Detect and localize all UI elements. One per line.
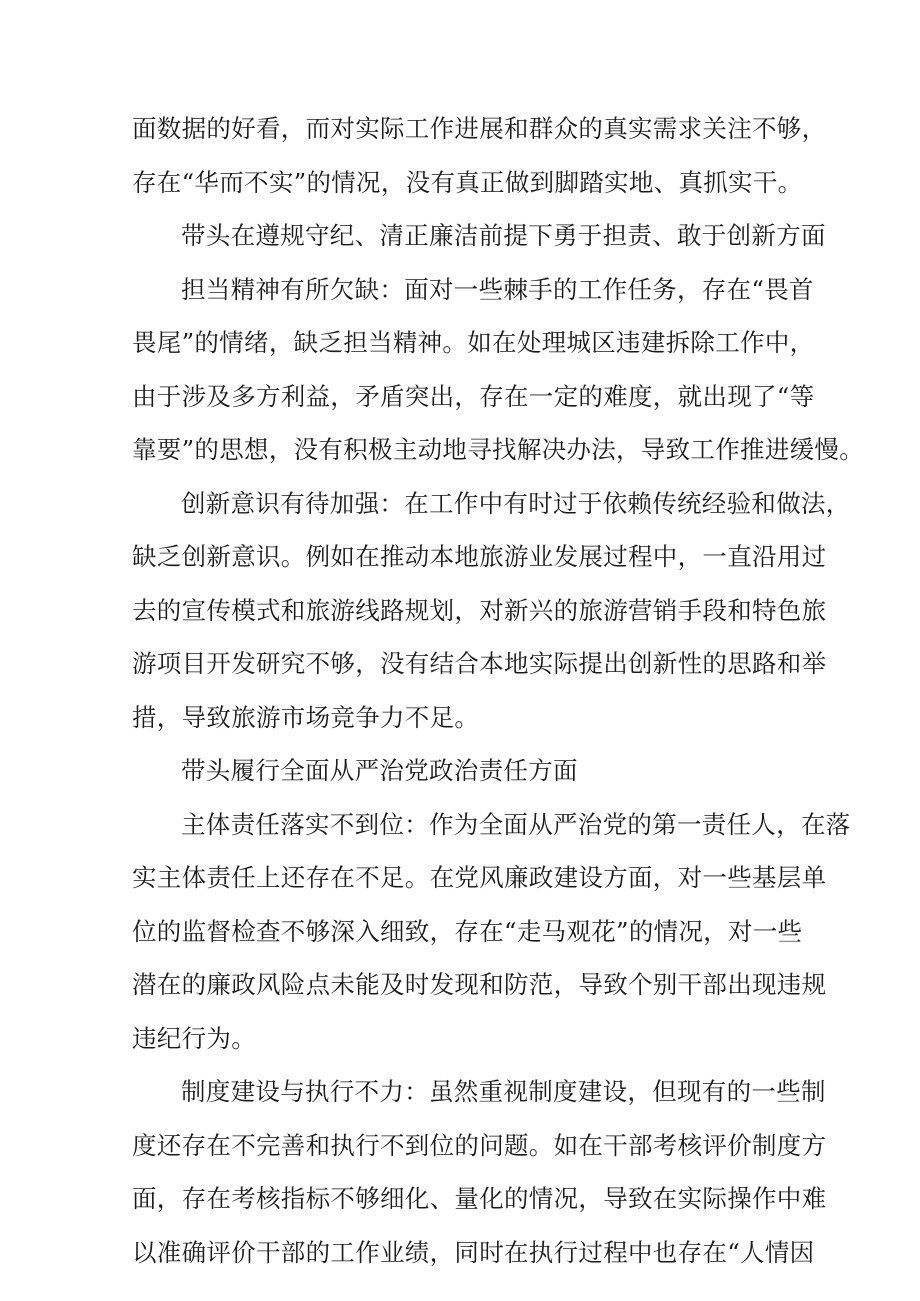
paragraph (132, 477, 851, 745)
text-line: 去的宣传模式和旅游线路规划，对新兴的旅游营销手段和特色旅 (132, 595, 827, 625)
text-line: 存在“华而不实”的情况，没有真正做到脚踏实地、真抓实干。 (132, 167, 803, 197)
text-line: 位的监督检查不够深入细致，存在“走马观花”的情况，对一些 (132, 916, 803, 946)
text-line: 以准确评价干部的工作业绩，同时在执行过程中也存在“人情因 (132, 1237, 815, 1267)
text-line: 违纪行为。 (132, 1023, 256, 1053)
text-line: 潜在的廉政风险点未能及时发现和防范，导致个别干部出现违规 (132, 970, 827, 999)
text-line: 实主体责任上还存在不足。在党风廉政建设方面，对一些基层单 (132, 863, 827, 892)
text-line: 畏尾”的情绪，缺乏担当精神。如在处理城区违建拆除工作中， (132, 328, 815, 357)
text-line: 担当精神有所欠缺：面对一些棘手的工作任务，存在“畏首 (181, 274, 814, 304)
heading-line: 带头履行全面从严治党政治责任方面 (181, 756, 578, 785)
text-line: 缺乏创新意识。例如在推动本地旅游业发展过程中，一直沿用过 (132, 542, 827, 571)
heading-line: 带头在遵规守纪、清正廉洁前提下勇于担责、敢于创新方面 (181, 221, 826, 250)
text-line: 创新意识有待加强：在工作中有时过于依赖传统经验和做法， (181, 488, 851, 518)
section-heading (132, 744, 797, 798)
document-body (132, 102, 865, 1279)
text-line: 措，导致旅游市场竞争力不足。 (132, 702, 480, 732)
text-line: 主体责任落实不到位：作为全面从严治党的第一责任人，在落 (181, 809, 851, 839)
text-line: 制度建设与执行不力：虽然重视制度建设，但现有的一些制 (181, 1077, 826, 1106)
text-line: 靠要”的思想，没有积极主动地寻找解决办法，导致工作推进缓慢。 (132, 435, 865, 464)
text-line: 度还存在不完善和执行不到位的问题。如在干部考核评价制度方 (132, 1130, 827, 1160)
section-heading (132, 209, 826, 263)
text-line: 面，存在考核指标不够细化、量化的情况，导致在实际操作中难 (132, 1184, 827, 1213)
paragraph (132, 798, 851, 1066)
paragraph (132, 263, 865, 477)
text-line: 由于涉及多方利益，矛盾突出，存在一定的难度，就出现了“等 (132, 381, 815, 411)
paragraph (132, 1065, 827, 1279)
text-line: 面数据的好看，而对实际工作进展和群众的真实需求关注不够， (132, 114, 827, 143)
paragraph-continuation (132, 102, 827, 209)
text-line: 游项目开发研究不够，没有结合本地实际提出创新性的思路和举 (132, 649, 827, 678)
